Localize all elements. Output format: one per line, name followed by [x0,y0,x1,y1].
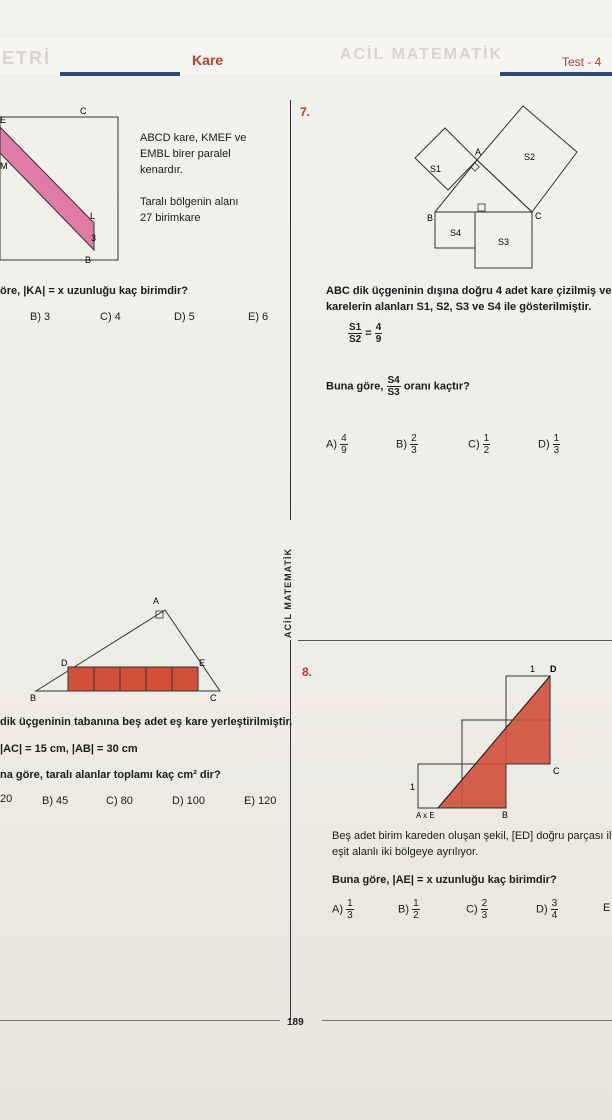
label-s4: S4 [450,228,462,238]
q2-line3: na göre, taralı alanlar toplamı kaç cm² dir? [0,769,221,781]
q1-question: öre, |KA| = x uzunluğu kaç birimdir? [0,285,188,297]
q1-option-b[interactable]: B) 3 [30,311,51,323]
bottom-rule-left [0,1020,280,1021]
header-rule-left [60,72,180,76]
q7-option-c[interactable]: C) $\frac{1}{2}$ [468,433,490,456]
q2-option-c[interactable]: C) 80 [106,795,133,807]
label-a: A [475,147,482,157]
q2-option-b[interactable]: B) 45 [42,795,69,807]
q2-line2: |AC| = 15 cm, |AB| = 30 cm [0,743,138,755]
label-d: D [550,664,557,674]
label-one-top: 1 [530,664,536,674]
triangle-squares-figure [20,590,240,705]
unit-squares-figure [400,660,610,820]
q7-option-b[interactable]: B) $\frac{2}{3}$ [396,433,417,456]
column-divider-bottom [290,640,291,1020]
q2-line1: dik üçgeninin tabanına beş adet eş kare yerleştirilmiştir. [0,716,293,728]
q7-line1: ABC dik üçgeninin dışına doğru 4 adet kare çizilmiş ve [326,285,612,297]
label-m: M [0,161,8,171]
label-b: B [427,213,434,223]
q1-info-area: Taralı bölgenin alanı 27 birimkare [140,196,239,224]
label-e: E [199,658,206,668]
label-c: C [210,693,217,703]
q8-option-a[interactable]: A) $\frac{1}{3}$ [332,898,353,921]
q8-option-e-cut[interactable]: E [603,902,611,914]
brand-watermark: ACİL MATEMATİK [340,46,504,63]
label-l: L [90,211,96,221]
label-a: A [153,596,160,606]
q8-option-d[interactable]: D) $\frac{3}{4}$ [536,898,558,921]
q7-q8-separator [298,640,612,641]
page-number: 189 [287,1017,304,1028]
q7-line2: karelerin alanları S1, S2, S3 ve S4 ile gösterilmiştir. [326,301,592,313]
bottom-rule-right [322,1020,612,1021]
column-divider-top [290,100,291,520]
q8-number: 8. [302,665,313,679]
label-s1: S1 [430,164,442,174]
q8-option-c[interactable]: C) $\frac{2}{3}$ [466,898,488,921]
q2-option-a[interactable]: 20 [0,793,13,805]
label-three: 3 [91,233,97,243]
spine-label: ACİL MATEMATİK [283,548,293,638]
q7-given-ratio: $\frac{S1}{S2}$ = $\frac{4}{9}$ [349,322,382,345]
q8-ask: Buna göre, |AE| = x uzunluğu kaç birimdir? [332,874,557,886]
q8-line2: eşit alanlı iki bölgeye ayrılıyor. [332,846,479,858]
q8-line1: Beş adet birim kareden oluşan şekil, [ED] doğru parçası il [332,830,612,842]
shaded-parallelogram [0,127,97,250]
q2-option-e[interactable]: E) 120 [244,795,277,807]
left-watermark: ETRİ [2,48,52,68]
page-title: Kare [192,52,224,68]
label-e: E [0,115,7,125]
q7-ask: Buna göre, $\frac{S4}{S3}$ oranı kaçtır? [326,375,470,398]
q1-option-d[interactable]: D) 5 [174,311,195,323]
label-b: B [30,693,37,703]
q1-option-e[interactable]: E) 6 [248,311,269,323]
label-s3: S3 [498,237,510,247]
label-s2: S2 [524,152,536,162]
q1-info: ABCD kare, KMEF ve EMBL birer paralel kenardır. [140,132,247,176]
label-c: C [553,766,560,776]
q2-option-d[interactable]: D) 100 [172,795,206,807]
label-b: B [85,255,92,265]
header-band [0,38,612,74]
test-label: Test - 4 [562,55,602,69]
label-one-left: 1 [410,782,416,792]
q8-option-b[interactable]: B) $\frac{1}{2}$ [398,898,419,921]
label-axe: A x E [416,811,435,820]
square-figure [0,105,130,270]
header-rule-right [500,72,612,76]
label-d: D [61,658,68,668]
label-c: C [535,211,542,221]
q7-option-a[interactable]: A) $\frac{4}{9}$ [326,433,347,456]
shaded-squares [68,667,198,691]
label-c: C [80,106,87,116]
q7-number: 7. [300,105,311,119]
right-triangle-squares-figure [380,100,590,275]
label-b: B [502,810,509,820]
q7-option-d[interactable]: D) $\frac{1}{3}$ [538,433,560,456]
q1-option-c[interactable]: C) 4 [100,311,121,323]
